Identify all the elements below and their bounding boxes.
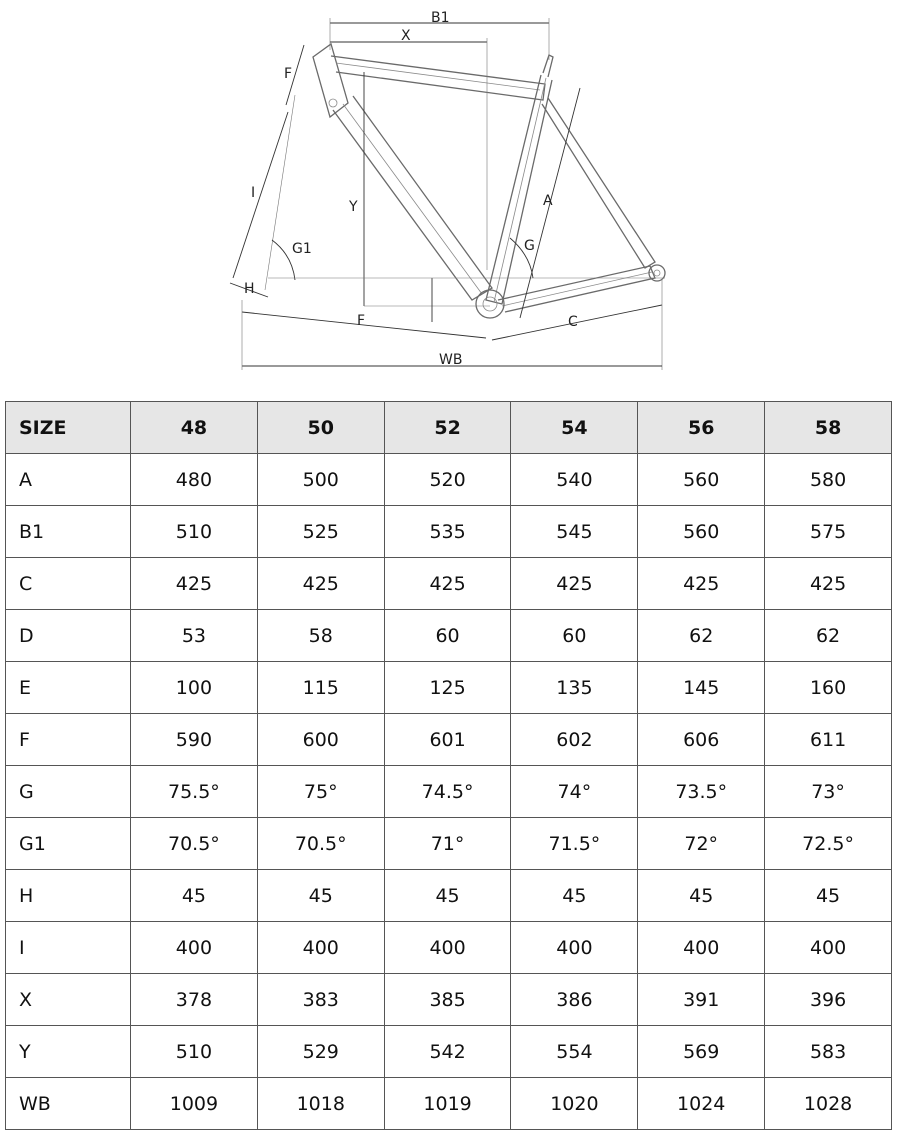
table-row [6, 870, 892, 922]
table-cell: 60 [511, 610, 638, 662]
table-cell: 1028 [765, 1078, 892, 1130]
label-i: I [251, 185, 256, 201]
row-label: E [6, 662, 131, 714]
label-g1: G1 [292, 241, 312, 257]
table-row [6, 922, 892, 974]
table-row [6, 558, 892, 610]
table-cell: 525 [257, 506, 384, 558]
table-cell: 1009 [131, 1078, 258, 1130]
row-label: G [6, 766, 131, 818]
table-cell: 45 [257, 870, 384, 922]
table-row [6, 974, 892, 1026]
table-cell: 583 [765, 1026, 892, 1078]
table-cell: 72° [638, 818, 765, 870]
table-cell: 145 [638, 662, 765, 714]
table-cell: 529 [257, 1026, 384, 1078]
table-cell: 45 [131, 870, 258, 922]
table-cell: 590 [131, 714, 258, 766]
row-label: H [6, 870, 131, 922]
table-cell: 391 [638, 974, 765, 1026]
table-header-row [6, 402, 892, 454]
bike-frame [313, 44, 665, 318]
table-cell: 600 [257, 714, 384, 766]
table-cell: 400 [765, 922, 892, 974]
table-cell: 125 [384, 662, 511, 714]
table-cell: 400 [638, 922, 765, 974]
table-cell: 396 [765, 974, 892, 1026]
row-label: G1 [6, 818, 131, 870]
frame-geometry-diagram [210, 0, 690, 380]
label-x: X [401, 28, 411, 44]
table-cell: 400 [511, 922, 638, 974]
table-cell: 400 [257, 922, 384, 974]
header-size-52: 52 [384, 402, 511, 454]
table-cell: 45 [765, 870, 892, 922]
table-cell: 62 [638, 610, 765, 662]
table-cell: 580 [765, 454, 892, 506]
table-row [6, 766, 892, 818]
table-cell: 606 [638, 714, 765, 766]
table-cell: 160 [765, 662, 892, 714]
table-row [6, 714, 892, 766]
table-cell: 135 [511, 662, 638, 714]
table-cell: 545 [511, 506, 638, 558]
header-size-48: 48 [131, 402, 258, 454]
table-cell: 75° [257, 766, 384, 818]
header-size-54: 54 [511, 402, 638, 454]
table-row [6, 662, 892, 714]
table-cell: 73° [765, 766, 892, 818]
table-cell: 560 [638, 454, 765, 506]
table-cell: 71° [384, 818, 511, 870]
row-label: B1 [6, 506, 131, 558]
table-row [6, 454, 892, 506]
table-cell: 520 [384, 454, 511, 506]
table-cell: 560 [638, 506, 765, 558]
label-a: A [543, 193, 553, 209]
table-cell: 542 [384, 1026, 511, 1078]
row-label: D [6, 610, 131, 662]
row-label: C [6, 558, 131, 610]
table-cell: 1018 [257, 1078, 384, 1130]
table-cell: 1020 [511, 1078, 638, 1130]
table-cell: 378 [131, 974, 258, 1026]
table-cell: 1019 [384, 1078, 511, 1130]
table-cell: 74° [511, 766, 638, 818]
label-c: C [568, 314, 578, 330]
table-cell: 58 [257, 610, 384, 662]
table-cell: 611 [765, 714, 892, 766]
table-cell: 510 [131, 506, 258, 558]
table-cell: 75.5° [131, 766, 258, 818]
label-f-top: F [284, 66, 293, 82]
table-row [6, 1078, 892, 1130]
table-cell: 554 [511, 1026, 638, 1078]
table-cell: 480 [131, 454, 258, 506]
table-cell: 425 [131, 558, 258, 610]
label-h: H [244, 281, 255, 297]
label-y: Y [349, 199, 358, 215]
table-cell: 510 [131, 1026, 258, 1078]
geometry-table [5, 401, 892, 1130]
table-cell: 575 [765, 506, 892, 558]
row-label: X [6, 974, 131, 1026]
table-cell: 400 [384, 922, 511, 974]
table-cell: 73.5° [638, 766, 765, 818]
table-cell: 74.5° [384, 766, 511, 818]
table-cell: 60 [384, 610, 511, 662]
table-cell: 62 [765, 610, 892, 662]
label-g: G [524, 238, 535, 254]
table-cell: 425 [257, 558, 384, 610]
table-row [6, 610, 892, 662]
table-cell: 45 [638, 870, 765, 922]
row-label: A [6, 454, 131, 506]
table-cell: 115 [257, 662, 384, 714]
table-cell: 385 [384, 974, 511, 1026]
header-size-56: 56 [638, 402, 765, 454]
table-cell: 425 [765, 558, 892, 610]
table-cell: 400 [131, 922, 258, 974]
header-size-50: 50 [257, 402, 384, 454]
table-cell: 425 [384, 558, 511, 610]
table-row [6, 506, 892, 558]
header-size-58: 58 [765, 402, 892, 454]
row-label: I [6, 922, 131, 974]
table-body [6, 454, 892, 1130]
table-cell: 53 [131, 610, 258, 662]
table-cell: 425 [638, 558, 765, 610]
table-row [6, 1026, 892, 1078]
table-cell: 71.5° [511, 818, 638, 870]
header-size-label: SIZE [6, 402, 131, 454]
table-cell: 45 [384, 870, 511, 922]
table-cell: 45 [511, 870, 638, 922]
table-cell: 386 [511, 974, 638, 1026]
table-cell: 569 [638, 1026, 765, 1078]
table-cell: 383 [257, 974, 384, 1026]
table-cell: 535 [384, 506, 511, 558]
table-cell: 601 [384, 714, 511, 766]
label-f-bottom: F [357, 313, 366, 329]
table-cell: 1024 [638, 1078, 765, 1130]
label-wb: WB [439, 352, 463, 368]
table-cell: 500 [257, 454, 384, 506]
label-b1: B1 [431, 10, 450, 26]
table-row [6, 818, 892, 870]
row-label: Y [6, 1026, 131, 1078]
table-cell: 100 [131, 662, 258, 714]
row-label: WB [6, 1078, 131, 1130]
table-cell: 602 [511, 714, 638, 766]
row-label: F [6, 714, 131, 766]
table-cell: 70.5° [131, 818, 258, 870]
table-cell: 425 [511, 558, 638, 610]
table-cell: 540 [511, 454, 638, 506]
table-cell: 72.5° [765, 818, 892, 870]
table-cell: 70.5° [257, 818, 384, 870]
